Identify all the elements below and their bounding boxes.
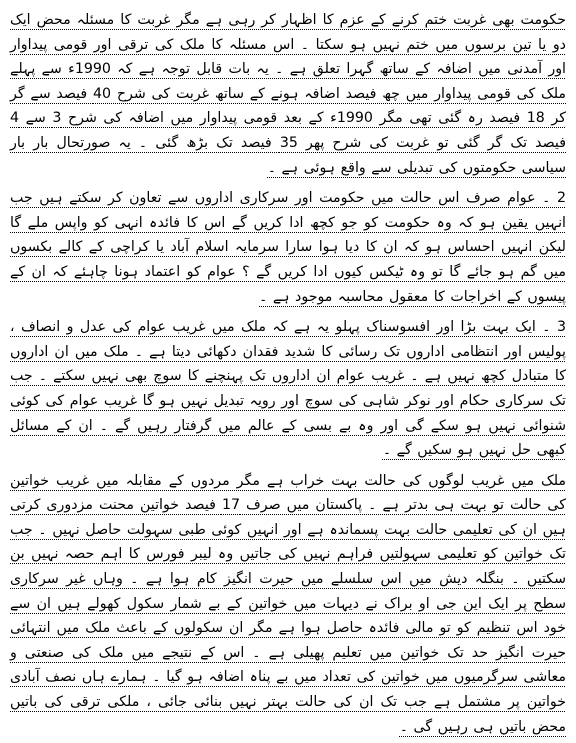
paragraph-women-condition: ملک میں غریب لوگوں کی حالت بہت خراب ہے مگر مردوں کے مقابلہ میں غریب خواتین کی حالت تو بہت ہی بدتر ہے ۔ پاکستان میں صرف 17 فیصد خواتین محنت مزدوری کرتی ہیں ان کی تعلیمی حالت بہت پسماندہ ہے اور انہیں کوئی طبی سہولت حاصل نہیں ۔ جب تک خواتین کو تعلیمی سہولتیں فراہم نہیں کی جاتیں وہ لیبر فورس کا اہم حصہ نہیں بن سکتیں ۔ بنگلہ دیش میں اس سلسلے میں حیرت انگیز کام ہوا ہے ۔ وہاں غیر سرکاری سطح پر ایک این جی او براک نے دیہات میں خواتین کے بے شمار سکول کھولے ہیں ان سے خود اس تنظیم کو تو مالی فائدہ حاصل ہوا ہے مگر ان سکولوں کے باعث ملک میں انتہائی حیرت انگیز حد تک خواتین میں تعلیم پھیلی ہے ۔ اس کے نتیجے میں ملک کی صنعتی و معاشی سرگرمیوں میں خواتین کی تعداد میں بے پناہ اضافہ ہو گیا ۔ ہمارے ہاں نصف آبادی خواتین پر مشتمل ہے جب تک ان کی حالت بہتر نہیں بنائی جائی ، ملکی ترقی کی باتیں محض باتیں ہی رہیں گی ۔ — [10, 472, 566, 735]
paragraph-govt-poverty: حکومت بھی غربت ختم کرنے کے عزم کا اظہار کر رہی ہے مگر غربت کا مسئلہ محض ایک دو یا تین برسوں میں ختم نہیں ہو سکتا ۔ اس مسئلہ کا ملک کی ترقی اور قومی پیداوار اور آمدنی میں اضافہ کے ساتھ گہرا تعلق ہے ۔ یہ بات قابل توجہ ہے کہ 1990ء سے پہلے ملک کی قومی پیداوار میں چھ فیصد اضافہ ہونے کے ساتھ غربت کی شرح 40 فیصد سے گر کر 18 فیصد رہ گئی تھی مگر 1990ء کے بعد قومی پیداوار میں اضافہ کی شرح 3 سے 4 فیصد تک گر گئی تو غربت کی شرح پھر 35 فیصد تک بڑھ گئی ۔ یہ صورتحال بار بار سیاسی حکومتوں کی تبدیلی سے واقع ہوئی ہے ۔ — [10, 12, 566, 176]
paragraph-access-to-justice: 3 ۔ ایک بہت بڑا اور افسوسناک پہلو یہ ہے کہ ملک میں غریب عوام کی عدل و انصاف ، پولیس اور انتظامی اداروں تک رسائی کا شدید فقدان دکھائی دیتا ہے ۔ ملک میں ان اداروں کا متبادل کچھ نہیں ہے ۔ غریب عوام ان اداروں تک پہنچنے کا سوچ بھی نہیں سکتے ۔ جب تک سرکاری حکام اور نوکر شاہی کی سوچ اور رویہ تبدیل نہیں ہو گا غریب عوام کی کوئی شنوائی نہیں ہو سکے گی اور وہ بے بسی کے عالم میں گرفتار رہیں گے ۔ ان کے مسائل کبھی حل نہیں ہو سکیں گے ۔ — [10, 319, 566, 459]
paragraph-public-trust: 2 ۔ عوام صرف اس حالت میں حکومت اور سرکاری اداروں سے تعاون کر سکتے ہیں جب انہیں یقین ہو کہ وہ حکومت کو جو کچھ ادا کریں گے اس کا فائدہ انہی کو واپس ملے گا لیکن انہیں احساس ہو کہ ان کا دیا ہوا سارا سرمایہ اسلام آباد یا کراچی کے کالے بکسوں میں گم ہو جائے گا تو وہ ٹیکس کیوں ادا کریں گے ؟ عوام کو اعتماد ہونا چاہئے کہ ان کے پیسوں کے اخراجات کا معقول محاسبہ موجود ہے ۔ — [10, 190, 566, 305]
